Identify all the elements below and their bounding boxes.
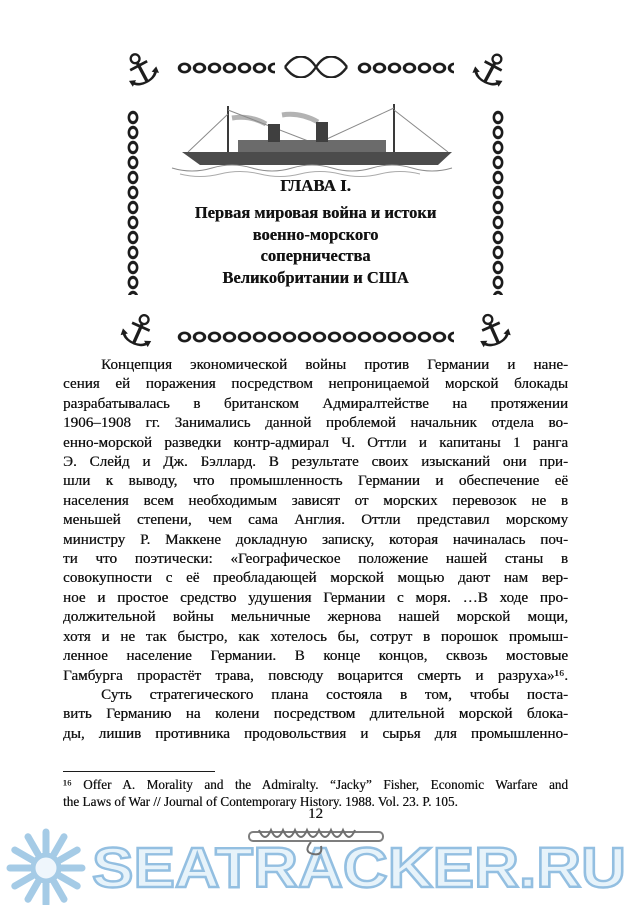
chapter-title-line: Великобритании и США (222, 267, 409, 287)
chapter-title (129, 202, 502, 288)
body-line: ное и простое средство удушения Германии с моря. …В ходе про- (63, 589, 568, 606)
body-line: должительной войны мельничные жернова нашей морской мощи, (63, 609, 568, 626)
anchor-icon: ⚓ (461, 37, 520, 102)
watermark-text: SEATRACKER.RU (92, 836, 626, 900)
body-line: Гамбурга прорастёт трава, повсюду воцарится смерть и разруха»¹⁶. (63, 667, 568, 684)
body-line: ленное население Германии. В конце концов, сквозь мостовые (63, 648, 568, 665)
page-number: 12 (308, 806, 323, 822)
body-line: ти что поэтически: «Географическое положение нашей станы в (63, 551, 568, 568)
body-line: 1906–1908 гг. Занимались данной проблемой начальник отдела во- (63, 415, 568, 432)
footnote-line: the Laws of War // Journal of Contemporary History. 1988. Vol. 23. P. 105. (63, 794, 458, 809)
anchor-icon: ⚓ (463, 299, 521, 362)
body-line: министру Р. Маккене докладную записку, которая начиналась поч- (63, 531, 568, 548)
chapter-title-line: Первая мировая война и истоки (194, 203, 437, 222)
body-line: совокупности с её преобладающей морской мощью дают нам вер- (63, 570, 568, 587)
body-line: енно-морской разведки контр-адмирал Ч. Оттли и капитаны 1 ранга (63, 434, 568, 451)
anchor-icon: ⚓ (111, 37, 170, 102)
body-line: Концепция экономической войны против Германии и нане- (101, 357, 568, 373)
footnote (63, 776, 568, 810)
body-line: вить Германию на колени посредством длительной морской блока- (63, 706, 568, 723)
body-line: Э. Слейд и Дж. Бэллард. В результате своих изысканий они при- (63, 454, 568, 471)
body-line: Суть стратегического плана состояла в том, чтобы поста- (101, 686, 568, 703)
body-line: населения всем необходимым зависят от морских перевозок не в (63, 492, 568, 509)
footnote-rule (63, 771, 215, 772)
body-line: разрабатывалась в британском Адмиралтействе на протяжении (63, 395, 568, 412)
warship-illustration (166, 100, 466, 178)
body-line: хотя и не так быстро, как хотелось бы, сотрут в порошок промыш- (63, 628, 568, 645)
body-line: меньшей степени, чем сама Англия. Оттли представил морскому (63, 512, 568, 529)
chapter-title-line: соперничества (260, 246, 371, 265)
sun-icon (10, 832, 82, 904)
chapter-frame (110, 37, 521, 362)
rope-illustration (241, 818, 391, 856)
rope-knot-icon (275, 56, 357, 78)
chain-border-bottom (177, 331, 454, 343)
body-line: ды, лишив противника продовольствия и сырья для промышленно- (63, 725, 568, 742)
chapter-title-line: военно-морского (252, 224, 379, 244)
body-line: сения ей поражения посредством непроницаемой морской блокады (63, 376, 568, 393)
body-text (63, 356, 568, 744)
body-line: шли к выводу, что промышленность Германии и обеспечение её (63, 473, 568, 490)
footnote-line: ¹⁶ Offer A. Morality and the Admiralty. “Jacky” Fisher, Economic Warfare and (63, 777, 568, 792)
chapter-heading: ГЛАВА I. (280, 176, 351, 195)
anchor-icon: ⚓ (110, 299, 168, 362)
